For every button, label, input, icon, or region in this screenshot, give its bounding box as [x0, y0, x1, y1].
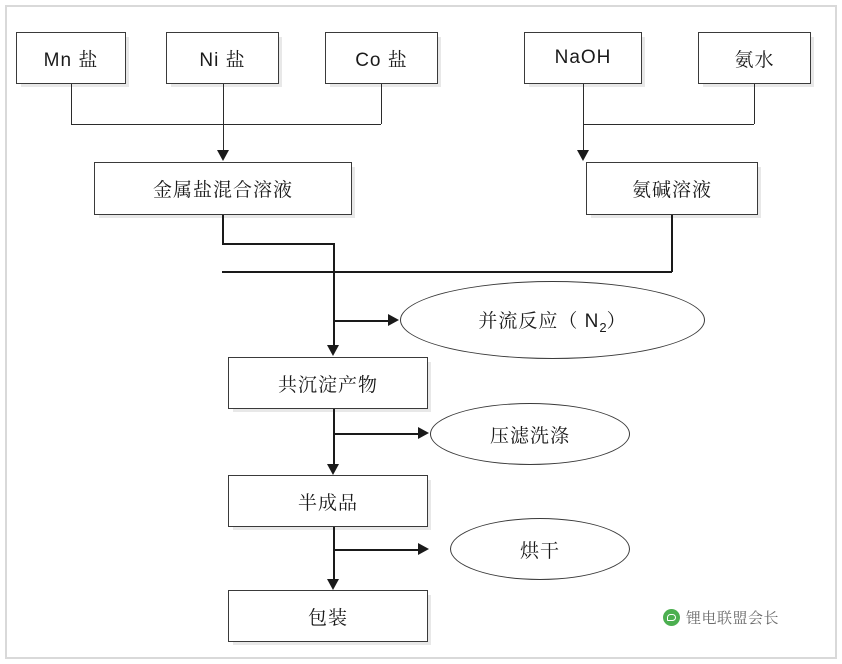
node-packaging	[228, 590, 428, 642]
node-drying	[450, 518, 630, 580]
node-ammonia-alkali-solution	[586, 162, 758, 215]
node-naoh	[524, 32, 642, 84]
arrow-to-semi-product	[327, 464, 339, 475]
watermark-label: 锂电联盟会长	[686, 610, 780, 627]
connector-to-coflow-reaction	[333, 320, 393, 322]
node-ni-salt	[166, 32, 279, 84]
node-ammonia	[698, 32, 811, 84]
node-packaging-label: 包装	[307, 607, 348, 629]
node-coflow-reaction-subscript: 2	[599, 319, 607, 335]
node-metal-salt-solution	[94, 162, 352, 215]
connector-semi-product-down	[333, 527, 335, 585]
node-ammonia-alkali-solution-label: 氨碱溶液	[631, 180, 712, 201]
arrow-to-drying	[418, 543, 429, 555]
connector-trunk-horizontal-left	[222, 243, 334, 245]
connector-trunk-horizontal	[222, 271, 672, 273]
node-coflow-reaction	[400, 281, 705, 359]
node-filter-wash	[430, 403, 630, 465]
connector-to-drying	[333, 549, 423, 551]
arrow-to-filter-wash	[418, 427, 429, 439]
watermark	[663, 607, 779, 628]
connector-ammonia-trunk-down	[671, 215, 673, 272]
connector-ni-down	[223, 84, 224, 153]
connector-naoh-down	[583, 84, 584, 153]
wechat-logo-icon	[663, 609, 680, 626]
node-semi-product	[228, 475, 428, 527]
node-coprecipitate-label: 共沉淀产物	[277, 374, 378, 396]
connector-main-trunk	[333, 271, 335, 351]
node-coprecipitate	[228, 357, 428, 409]
node-mn-salt	[16, 32, 126, 84]
connector-to-filter-wash	[333, 433, 423, 435]
connector-mn-right	[71, 124, 223, 125]
connector-co-left	[223, 124, 381, 125]
connector-ammonia-left	[583, 124, 754, 125]
node-filter-wash-label: 压滤洗涤	[489, 425, 570, 447]
arrow-to-ammonia-alkali-solution	[577, 150, 589, 161]
node-coflow-reaction-label: 并流反应（ $N_2$）	[478, 310, 627, 335]
node-co-salt	[325, 32, 438, 84]
arrow-to-metal-salt-solution	[217, 150, 229, 161]
arrow-to-coprecipitate	[327, 345, 339, 356]
arrow-to-packaging	[327, 579, 339, 590]
connector-mn-down	[71, 84, 72, 124]
node-semi-product-label: 半成品	[297, 492, 358, 514]
node-ammonia-label: 氨水	[734, 49, 775, 71]
node-co-salt-label: Co 盐	[355, 49, 408, 71]
node-mn-salt-label: Mn 盐	[43, 49, 99, 71]
connector-metal-trunk-down	[222, 215, 224, 244]
connector-trunk-join	[333, 243, 335, 271]
node-metal-salt-solution-label: 金属盐混合溶液	[152, 180, 293, 201]
node-drying-label: 烘干	[519, 540, 560, 562]
node-naoh-label: NaOH	[554, 47, 612, 68]
connector-coprecipitate-down	[333, 409, 335, 470]
node-ni-salt-label: Ni 盐	[199, 49, 246, 71]
connector-ammonia-down	[754, 84, 755, 124]
arrow-to-coflow-reaction	[388, 314, 399, 326]
connector-co-down	[381, 84, 382, 124]
